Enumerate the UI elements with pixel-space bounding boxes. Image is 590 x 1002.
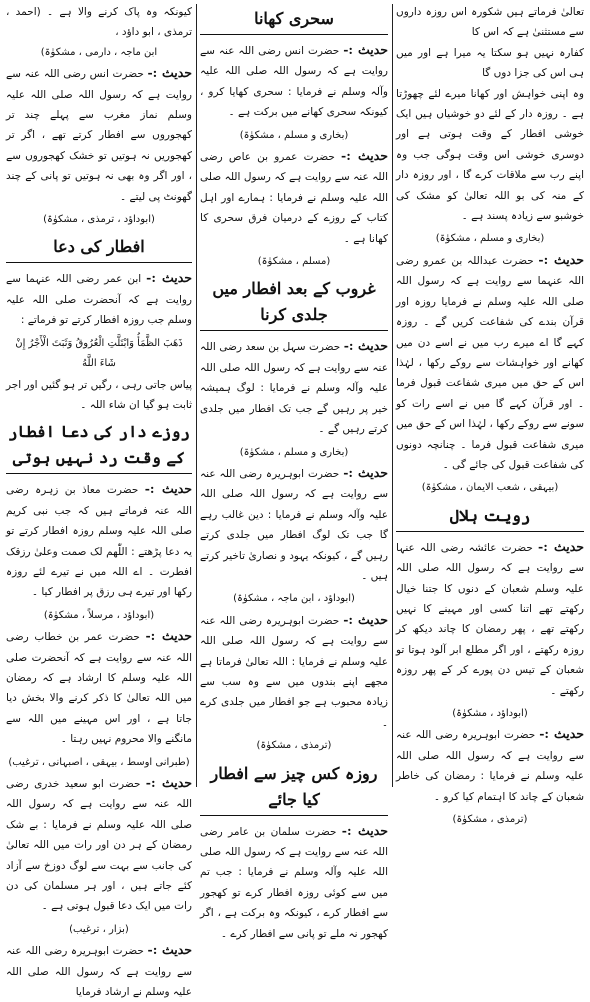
hadith [6,940,192,1002]
section-heading: روزہ کس چیز سے افطار کیا جائے [200,761,388,816]
hadith-text: حضرت سلمان بن عامر رضی اللہ عنہ سے روایت ہے کہ رسول اللہ صلی اللہ علیہ وآلہ وسلم نے فرمایا : جب تم میں سے کوئی روزہ افطار کرے تو کھجور سے افطار کرے ، کیونکہ وہ برکت ہے ، اگر کھجور نہ ملے تو پانی سے افطار کرے ۔ [200,825,388,940]
hadith-label: حدیث :- [341,148,388,164]
hadith [6,773,192,917]
hadith-text: حضرت عبداللہ بن عمرو رضی اللہ عنہما سے روایت ہے کہ رسول اللہ صلی اللہ علیہ وسلم نے فرمایا روزہ اور قرآن بندے کی شفاعت کریں گے ۔ روزہ کہے گا اے میرے رب میں نے اسے دن میں کھانے اور خواہشات سے روکے رکھا ، لہٰذا اس کے حق میں میری شفاعت قبول فرما ۔ اور قرآن کہے گا میں نے اسے رات کو سونے سے روکے رکھا ، لہٰذا اس کے حق میں میری شفاعت قبول فرما ۔ چنانچہ دونوں کی شفاعت قبول کی جائے گی ۔ [396,254,584,471]
hadith [200,40,388,123]
hadith-text: حضرت ابوہریرہ رضی اللہ عنہ سے روایت ہے کہ رسول اللہ صلی اللہ علیہ وسلم نے ارشاد فرمایا [6,945,192,999]
text-line: کفارہ نہیں ہو سکتا یہ میرا ہے اور میں ہی اس کی جزا دوں گا [396,46,584,80]
hadith-reference: (ابوداؤد ، مرسلاً ، مشکوٰۃ) [43,609,155,621]
hadith-reference: (ترمذی ، مشکوٰۃ) [452,814,528,826]
hadith-label: حدیث :- [343,42,388,57]
paragraph: وہ اپنی خواہش اور کھانا میرے لئے چھوڑتا ہے ۔ روزہ دار کے لئے دو خوشیاں ہیں ایک خوشی افطار کے وقت ہوتی ہے اور دوسری خوشی اس وقت ہوگی جب وہ اپنے رب سے ملاقات کرے گا ، اور روزہ دار کے منہ کی بو اللہ تعالیٰ کو مشک کی خوشبو سے زیادہ پسند ہے ۔ [396,87,584,223]
hadith [396,537,584,701]
column-divider [196,4,197,787]
hadith-label: حدیث :- [343,611,388,627]
hadith-reference: (بزار ، ترغیب) [69,923,129,935]
hadith-label: حدیث :- [538,251,584,267]
hadith-text: حضرت ابوہریرہ رضی اللہ عنہ سے روایت ہے کہ رسول اللہ صلی اللہ علیہ وآلہ وسلم نے فرمایا : دین غالب رہے گا جب تک لوگ افطار میں جلدی کرتے رہیں گے ، کیونکہ یہود و نصاریٰ تاخیر کرتے ہیں ۔ [200,467,388,582]
hadith-text: حضرت انس رضی اللہ عنہ سے روایت ہے کہ رسول اللہ صلی اللہ علیہ وسلم نماز مغرب سے پہلے چند تر کھجوروں سے افطار کرتے تھے ، اگر تر کھجوریں نہ ہوتیں تو خشک کھجوروں سے ، اور اگر وہ بھی نہ ہوتیں تو پانی کے چند گھونٹ پی لیتے ۔ [6,68,192,203]
section-heading: روزے دار کی دعا افطار کے وقت رد نہیں ہوتی [6,419,192,474]
hadith-text: حضرت معاذ بن زہرہ رضی اللہ عنہ فرماتے ہیں کہ جب نبی کریم صلی اللہ علیہ وسلم روزہ افطار کرتے تو یہ دعا پڑھتے : اللّٰھم لک صمت وعلیٰ رزقک افطرت ۔ اے اللہ میں نے تیرے لئے روزہ رکھا اور تیرے ہی رزق پر افطار کیا ۔ [6,484,192,599]
hadith-label: حدیث :- [538,538,585,554]
hadith-text: حضرت عمرو بن عاص رضی اللہ عنہ سے روایت ہے کہ رسول اللہ صلی اللہ علیہ وسلم نے فرمایا : ہمارے اور اہل کتاب کے روزے کے درمیان فرق سحری کا کھانا ہے ۔ [200,151,388,245]
hadith-label: حدیث :- [343,464,388,480]
hadith-reference: (مسلم ، مشکوٰۃ) [257,256,331,268]
section-heading: سحری کھانا [200,6,388,35]
text-line: کیونکہ وہ پاک کرنے والا ہے ۔ (احمد ، ترمذی ، ابو داؤد ، [6,6,192,39]
hadith-label: حدیث :- [341,822,388,838]
hadith-reference: (ابوداؤد ، ترمذی ، مشکوٰۃ) [43,214,155,226]
dua-translation: پیاس جاتی رہی ، رگیں تر ہو گئیں اور اجر ثابت ہو گیا ان شاء اللہ ۔ [6,378,192,411]
section-heading: غروب کے بعد افطار میں جلدی کرنا [200,276,388,331]
hadith [200,821,388,944]
hadith [200,146,388,249]
hadith-label: حدیث :- [144,481,193,497]
hadith-reference: (ترمذی ، مشکوٰۃ) [256,740,332,752]
hadith-reference: (بخاری و مسلم ، مشکوٰۃ) [239,446,349,458]
hadith-text: حضرت ابوہریرہ رضی اللہ عنہ سے روایت ہے کہ رسول اللہ صلی اللہ علیہ وسلم نے فرمایا : رمضان کی خاطر شعبان کے چاند کا اہتمام کیا کرو ۔ [396,729,584,803]
section-heading: رویت ہلال [396,503,584,532]
hadith-reference: (بخاری و مسلم ، مشکوٰۃ) [239,129,349,141]
hadith [6,626,192,749]
hadith-reference: (ابوداؤد ، مشکوٰۃ) [452,708,528,719]
hadith [200,610,388,733]
column-right [394,0,586,826]
hadith [6,268,192,330]
hadith-text: حضرت ابوہریرہ رضی اللہ عنہ سے روایت ہے کہ رسول اللہ صلی اللہ علیہ وسلم نے فرمایا : اللہ تعالیٰ فرماتا ہے مجھے اپنے بندوں میں سے وہ سب سے زیادہ محبوب ہے جو افطار میں جلدی کرے ۔ [200,614,388,729]
column-divider [392,4,393,787]
hadith-reference: (بیہقی ، شعب الایمان ، مشکوٰۃ) [421,482,559,494]
hadith-text: حضرت انس رضی اللہ عنہ سے روایت ہے کہ رسول اللہ صلی اللہ علیہ وآلہ وسلم نے فرمایا : سحری کھایا کرو ، کیونکہ سحری کھانے میں برکت ہے ۔ [200,45,388,119]
hadith-text: حضرت عمر بن خطاب رضی اللہ عنہ سے روایت ہے کہ آنحضرت صلی اللہ علیہ وسلم کا ارشاد ہے کہ رمضان میں اللہ تعالیٰ کا ذکر کرنے والا بخش دیا جاتا ہے ، اور اس مہینے میں اللہ سے مانگنے والا محروم نہیں رہتا ۔ [6,631,192,746]
hadith [200,463,388,586]
section-heading: افطار کی دعا [6,234,192,263]
hadith-label: حدیث :- [146,270,192,286]
hadith-text: حضرت سہل بن سعد رضی اللہ عنہ سے روایت ہے کہ رسول اللہ صلی اللہ علیہ وآلہ وسلم نے فرمایا : لوگ ہمیشہ خیر پر رہیں گے جب تک افطار میں جلدی کرتے رہیں گے ۔ [200,341,388,436]
hadith-reference: (ابوداؤد ، ابن ماجہ ، مشکوٰۃ) [233,593,355,605]
hadith-label: حدیث :- [147,942,192,958]
column-left [4,0,194,999]
dua-text: ذَهَبَ الظَّمَأُ وَابْتَلَّتِ الْعُرُوقُ وَثَبَتَ الْأَجْرُ إِنْ شَاءَ اللَّهُ [15,337,183,370]
hadith-text: ابن عمر رضی اللہ عنہما سے روایت ہے کہ آنحضرت صلی اللہ علیہ وسلم جب روزہ افطار کرتے تو فرماتے : [6,273,192,327]
hadith-label: حدیث :- [145,775,192,790]
hadith-text: حضرت ابو سعید خدری رضی اللہ عنہ سے روایت ہے کہ رسول اللہ صلی اللہ علیہ وسلم نے فرمایا : بے شک رمضان کے ہر دن اور رات میں اللہ تعالیٰ کی جانب سے بہت سے لوگ دوزخ سے آزاد کئے جاتے ہیں ، اور ہر مسلمان کی دن رات میں ایک دعا قبول ہوتی ہے ۔ [6,778,192,913]
hadith-text: حضرت عائشہ رضی اللہ عنہا سے روایت ہے کہ رسول اللہ صلی اللہ علیہ وسلم شعبان کے دنوں کا جتنا خیال رکھتے تھے اتنا کسی اور مہینے کا نہیں رکھتے تھے ، پھر رمضان کا چاند دیکھ کر روزہ رکھتے ، اور اگر مطلع ابر آلود ہوتا تو شعبان کے تیس دن پورے کر کے پھر روزہ رکھتے ۔ [396,541,584,697]
hadith [396,250,584,475]
hadith-reference: (بخاری و مسلم ، مشکوٰۃ) [435,233,545,245]
hadith-reference: ابن ماجہ ، دارمی ، مشکوٰۃ) [40,46,158,58]
hadith [200,336,388,439]
hadith-label: حدیث :- [145,628,192,644]
text-line: تعالیٰ فرماتے ہیں شکورہ اس روزہ داروں سے مستثنیٰ ہے کہ اس کا [396,6,584,39]
hadith-reference: (طبرانی اوسط ، بیہقی ، اصبہانی ، ترغیب) [8,756,190,768]
hadith [396,724,584,807]
hadith [6,479,192,602]
hadith-label: حدیث :- [539,726,584,742]
hadith-label: حدیث :- [147,65,192,81]
column-middle [198,0,390,940]
hadith [6,63,192,207]
hadith-label: حدیث :- [343,338,388,354]
